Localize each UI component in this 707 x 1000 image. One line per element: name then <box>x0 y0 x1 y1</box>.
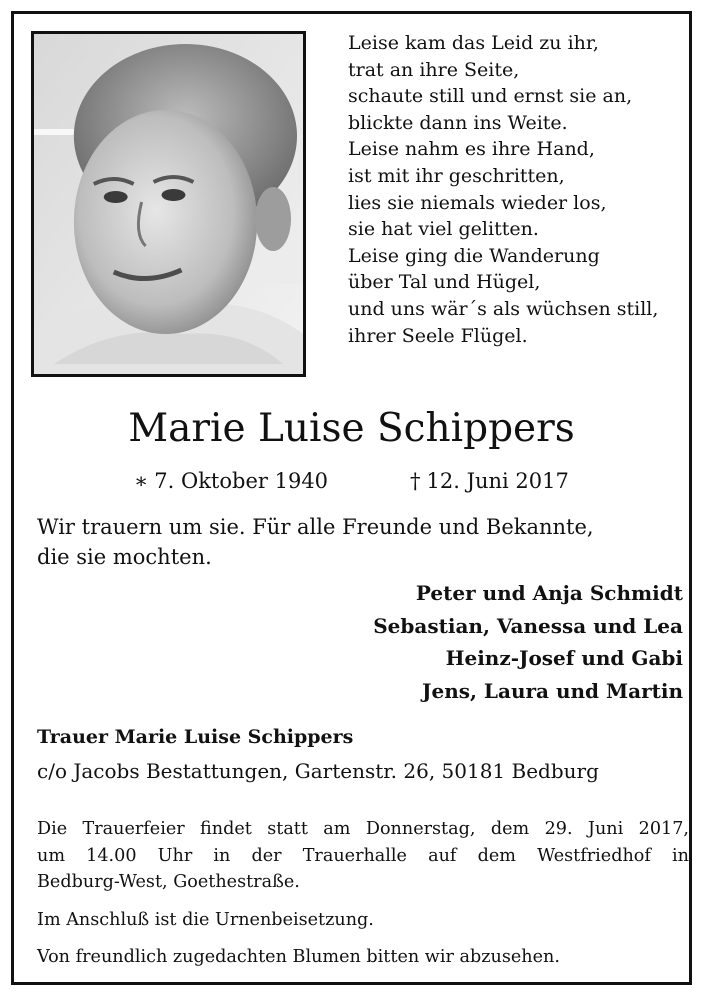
poem-line: über Tal und Hügel, <box>348 271 541 294</box>
signer: Peter und Anja Schmidt <box>415 581 683 605</box>
poem-line: sie hat viel gelitten. <box>348 218 539 241</box>
ceremony-line: um 14.00 Uhr in der Trauerhalle auf dem Westfriedhof in <box>37 845 689 866</box>
poem-line: trat an ihre Seite, <box>348 58 520 81</box>
poem-line: Leise kam das Leid zu ihr, <box>348 32 599 54</box>
birth-date <box>134 468 328 494</box>
poem-line: ist mit ihr geschritten, <box>348 164 565 187</box>
poem-line: lies sie niemals wieder los, <box>348 191 607 214</box>
death-date <box>410 468 569 494</box>
urn-line: Im Anschluß ist die Urnenbeisetzung. <box>37 910 374 930</box>
obituary-frame <box>11 11 692 985</box>
signers-list <box>373 577 683 707</box>
ceremony-line: Bedburg-West, Goethestraße. <box>37 872 300 892</box>
birth-date-text: 7. Oktober 1940 <box>154 469 329 493</box>
portrait-photo <box>31 31 306 377</box>
poem-line: und uns wär´s als wüchsen still, <box>348 297 659 320</box>
ceremony-line: Die Trauerfeier findet statt am Donnerstag, dem 29. Juni 2017, <box>37 819 689 839</box>
poem-line: blickte dann ins Weite. <box>348 111 568 134</box>
flowers-line: Von freundlich zugedachten Blumen bitten wir abzusehen. <box>37 947 560 967</box>
poem-line: Leise nahm es ihre Hand, <box>348 138 595 161</box>
signer: Jens, Laura und Martin <box>422 678 683 703</box>
urn-notice <box>37 907 689 934</box>
contact-address: c/o Jacobs Bestattungen, Gartenstr. 26, 50181 Bedburg <box>37 759 599 783</box>
poem-line: schaute still und ernst sie an, <box>348 85 633 108</box>
poem-line: Leise ging die Wanderung <box>348 244 600 267</box>
poem-line: ihrer Seele Flügel. <box>348 324 528 347</box>
flowers-notice <box>37 944 689 971</box>
signer: Heinz-Josef und Gabi <box>445 646 683 670</box>
mourning-line: Wir trauern um sie. Für alle Freunde und Bekannte, <box>37 515 594 539</box>
contact-title: Trauer Marie Luise Schippers <box>37 726 354 748</box>
mourning-text <box>37 512 697 572</box>
deceased-name: Marie Luise Schippers <box>128 406 575 451</box>
death-date-text: 12. Juni 2017 <box>426 469 569 493</box>
birth-star-icon: ∗ <box>134 469 149 493</box>
ceremony-notice <box>37 816 689 896</box>
death-cross-icon: † <box>410 469 421 493</box>
poem <box>348 30 688 349</box>
signer: Sebastian, Vanessa und Lea <box>373 613 683 638</box>
mourning-line: die sie mochten. <box>37 545 212 569</box>
portrait-image <box>34 34 303 374</box>
